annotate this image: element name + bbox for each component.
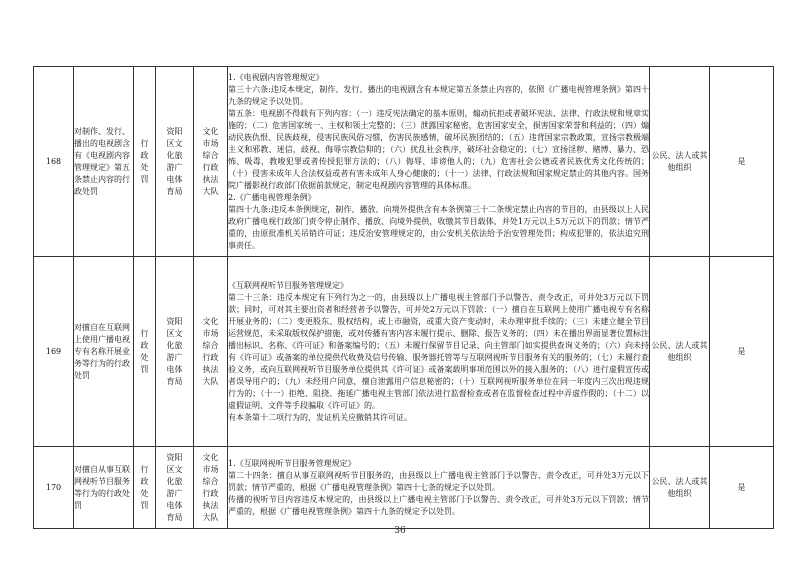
subject: 公民、法人或其他组织 [650, 257, 710, 447]
enforcement-table [33, 66, 774, 529]
item-name: 对制作、发行、播出的电视剧含有《电视剧内容管理规定》第五条禁止内容的行政处罚 [74, 67, 134, 257]
legal-basis [228, 257, 650, 447]
basis-paragraph: 第五条：电视剧不得载有下列内容：（一）违反宪法确定的基本原则，煽动抗拒或者破坏宪法、法律、行政法规和规章实施的；（二）危害国家统一、主权和领土完整的；（三）泄露国家秘密，危害国家安全，损害国家荣誉和利益的；（四）煽动民族仇恨、民族歧视，侵害民族风俗习惯，伤害民族感情，破坏民族团结的；（五）违背国家宗教政策，宣扬宗教极端主义和邪教、迷信，歧视、侮辱宗教信仰的；（六）扰乱社会秩序，破坏社会稳定的；（七）宣扬淫秽、赌博、暴力、恐怖、吸毒，教唆犯罪或者传授犯罪方法的；（八）侮辱、诽谤他人的；（九）危害社会公德或者民族优秀文化传统的；（十）侵害未成年人合法权益或者有害未成年人身心健康的；（十一）法律、行政法规和国家规定禁止的其他内容。国务院广播影视行政部门依据前款规定，制定电视剧内容管理的具体标准。 [228, 108, 649, 190]
department: 资阳区文化旅游广电体育局 [166, 126, 183, 196]
table-row [34, 67, 774, 257]
subject: 公民、法人或其他组织 [650, 67, 710, 257]
item-name: 对擅自在互联网上使用广播电视专有名称开展业务等行为的行政处罚 [74, 257, 134, 447]
basis-paragraph: 1.《电视剧内容管理规定》 [228, 72, 324, 82]
enforcement-unit: 文化市场综合行政执法大队 [202, 126, 219, 196]
flag: 是 [710, 257, 774, 447]
basis-paragraph: 第三十六条:违反本规定，制作、发行、播出的电视剧含有本规定第五条禁止内容的，依照《广播电视管理条例》第四十九条的规定予以处罚。 [228, 84, 649, 106]
item-name: 对擅自从事互联网视听节目服务等行为的行政处罚 [74, 447, 134, 529]
enforcement-unit: 文化市场综合行政执法大队 [202, 452, 219, 522]
row-number: 168 [34, 67, 74, 257]
row-number: 170 [34, 447, 74, 529]
basis-paragraph: 传播的视听节目内容违反本规定的，由县级以上广播电视主管部门予以警告、责令改正，可并处3万元以下罚款；情节严重的，根据《广播电视管理条例》第四十九条的规定予以处罚。 [228, 494, 649, 516]
legal-basis [228, 447, 650, 529]
department: 资阳区文化旅游广电体育局 [166, 452, 183, 522]
power-type: 行政处罚 [140, 464, 149, 510]
flag: 是 [710, 67, 774, 257]
power-type: 行政处罚 [140, 328, 149, 374]
basis-paragraph: 2.《广播电视管理条例》 [228, 192, 316, 202]
page-number: 36 [394, 526, 406, 536]
row-number: 169 [34, 257, 74, 447]
flag: 是 [710, 447, 774, 529]
basis-paragraph: 第二十四条：擅自从事互联网视听节目服务的，由县级以上广播电视主管部门予以警告、责令改正，可并处3万元以下罚款；情节严重的，根据《广播电视管理条例》第四十七条的规定予以处罚。 [228, 470, 649, 492]
enforcement-unit: 文化市场综合行政执法大队 [202, 316, 219, 386]
table-row [34, 447, 774, 529]
basis-paragraph: 第四十九条:违反本条例规定，制作、播放、向境外提供含有本条例第三十二条规定禁止内容的节目的，由县级以上人民政府广播电视行政部门责令停止制作、播放、向境外提供，收缴其节目载体，并处1万元以上5万元以下的罚款；情节严重的，由原批准机关吊销许可证；违反治安管理规定的，由公安机关依法给予治安管理处罚；构成犯罪的，依法追究刑事责任。 [228, 204, 649, 250]
power-type: 行政处罚 [140, 138, 149, 184]
basis-paragraph: 1.《互联网视听节目服务管理规定》 [228, 458, 356, 468]
basis-paragraph: 《互联网视听节目服务管理规定》 [228, 280, 348, 290]
department: 资阳区文化旅游广电体育局 [166, 316, 183, 386]
subject: 公民、法人或其他组织 [650, 447, 710, 529]
table-row [34, 257, 774, 447]
legal-basis [228, 67, 650, 257]
basis-paragraph: 有本条第十二项行为的，发证机关应撤销其许可证。 [228, 412, 412, 422]
basis-paragraph: 第二十三条：违反本规定有下列行为之一的，由县级以上广播电视主管部门予以警告、责令改正，可并处3万元以下罚款；同时，可对其主要出资者和经营者予以警告，可并处2万元以下罚款：（一）擅自在互联网上使用广播电视专有名称开展业务的；（二）变更股东、股权结构，或上市融资，或重大资产变动时，未办理审批手续的；（三）未建立健全节目运营规范，未采取版权保护措施，或对传播有害内容未履行提示、删除、报告义务的；（四）未在播出界面显著位置标注播出标识、名称、《许可证》和备案编号的；（五）未履行保留节目记录、向主管部门如实提供查询义务的；（六）向未持有《许可证》或备案的单位提供代收费及信号传输、服务器托管等与互联网视听节目服务有关的服务的；（七）未履行查验义务，或向互联网视听节目服务单位提供其《许可证》或备案载明事项范围以外的接入服务的；（八）进行虚假宣传或者误导用户的；（九）未经用户同意，擅自泄露用户信息秘密的；（十）互联网视听服务单位在同一年度内三次出现违规行为的；（十一）拒绝、阻挠、拖延广播电视主管部门依法进行监督检查或者在监督检查过程中弄虚作假的；（十二）以虚假证明、文件等手段骗取《许可证》的。 [228, 292, 649, 410]
